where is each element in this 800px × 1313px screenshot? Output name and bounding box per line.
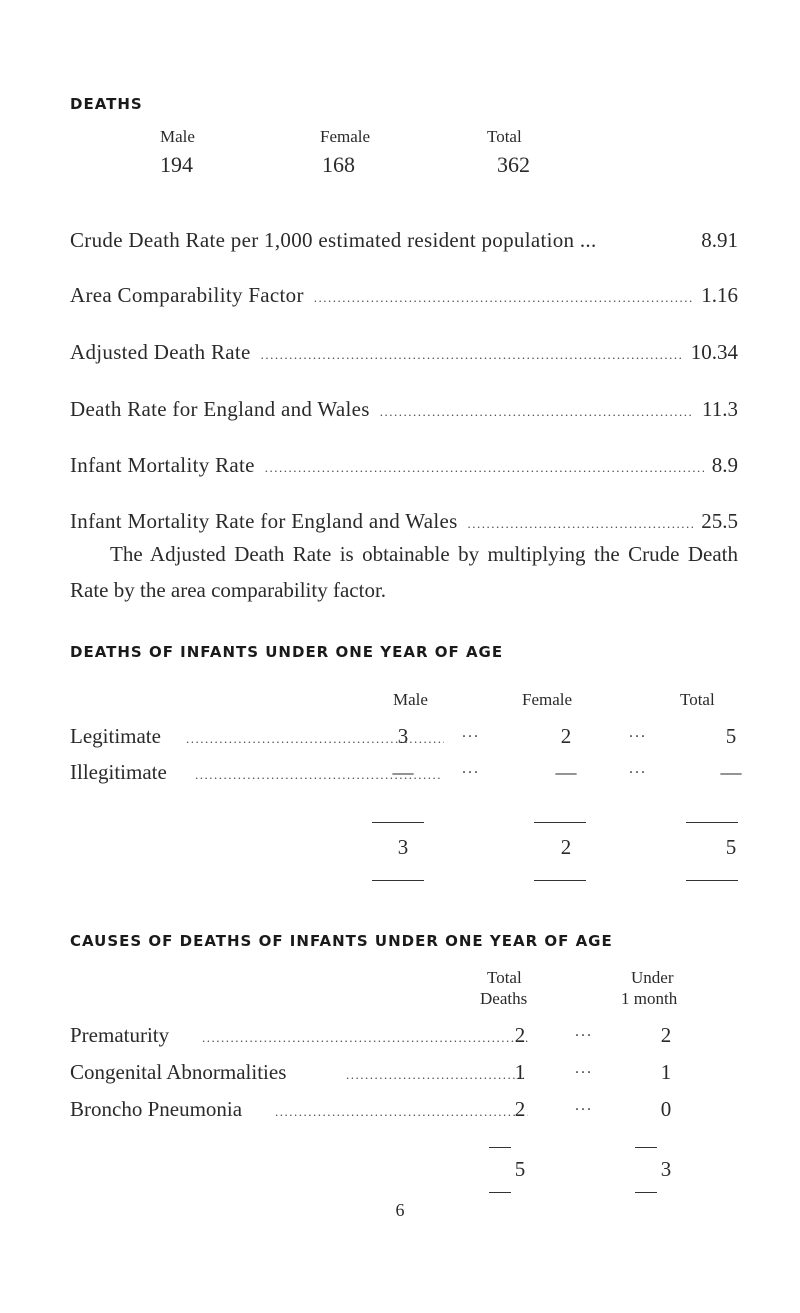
- rate-label: Area Comparability Factor: [70, 283, 304, 307]
- deaths-header-male: Male: [160, 127, 195, 146]
- causes-header-deaths: Deaths: [480, 989, 528, 1008]
- prematurity-row: [70, 1023, 738, 1053]
- separator: ...: [575, 1097, 593, 1114]
- row-label: Illegitimate: [70, 760, 167, 784]
- cause-label: Prematurity: [70, 1023, 170, 1047]
- causes-header-under: Under: [631, 968, 674, 987]
- causes-total-rule-top: [489, 1147, 511, 1148]
- rate-label: Infant Mortality Rate for England and Wales: [70, 509, 458, 533]
- infant-header-male: Male: [393, 690, 428, 709]
- causes-total-sum: 5: [514, 1157, 526, 1181]
- causes-under-rule-top: [635, 1147, 657, 1148]
- infant-deaths-heading: DEATHS OF INFANTS UNDER ONE YEAR OF AGE: [70, 643, 504, 661]
- causes-under-sum: 3: [660, 1157, 672, 1181]
- male-sum-rule-top: [372, 822, 424, 823]
- leader-dots: [202, 1023, 528, 1053]
- female-cell: —: [555, 760, 577, 784]
- page-number: 6: [395, 1200, 405, 1220]
- area-comparability-row: [70, 283, 738, 313]
- under-month-cell: 2: [660, 1023, 672, 1047]
- rate-label: Death Rate for England and Wales: [70, 397, 370, 421]
- infant-header-female: Female: [522, 690, 573, 709]
- male-total: 3: [397, 835, 409, 859]
- female-sum-rule-top: [534, 822, 586, 823]
- rate-value: 25.5: [701, 509, 738, 533]
- cause-label: Broncho Pneumonia: [70, 1097, 243, 1121]
- rate-value: 8.9: [711, 453, 738, 477]
- causes-totals-row: [70, 1157, 738, 1187]
- crude-death-rate-row: [70, 228, 738, 258]
- male-cell: —: [392, 760, 414, 784]
- deaths-female-value: 168: [322, 152, 355, 177]
- rate-value: 8.91: [701, 228, 738, 252]
- separator: ...: [575, 1023, 593, 1040]
- total-deaths-cell: 2: [514, 1097, 526, 1121]
- leader-dots: [468, 516, 694, 532]
- congenital-abnormalities-row: [70, 1060, 738, 1090]
- leader-dots: [346, 1060, 526, 1090]
- separator: ...: [629, 760, 647, 777]
- total-deaths-cell: 2: [514, 1023, 526, 1047]
- female-total: 2: [560, 835, 572, 859]
- cause-label: Congenital Abnormalities: [70, 1060, 287, 1084]
- infant-mortality-row: [70, 453, 738, 483]
- deaths-male-value: 194: [160, 152, 193, 177]
- total-deaths-cell: 1: [514, 1060, 526, 1084]
- female-cell: 2: [560, 724, 572, 748]
- illegitimate-row: [70, 760, 742, 790]
- male-sum-rule-bottom: [372, 880, 424, 881]
- rate-value: 1.16: [701, 283, 738, 307]
- female-sum-rule-bottom: [534, 880, 586, 881]
- row-label: Legitimate: [70, 724, 161, 748]
- causes-total-rule-bottom: [489, 1192, 511, 1193]
- broncho-pneumonia-row: [70, 1097, 738, 1127]
- deaths-total-value: 362: [497, 152, 530, 177]
- total-sum-rule-bottom: [686, 880, 738, 881]
- under-month-cell: 1: [660, 1060, 672, 1084]
- leader-dots: [314, 290, 693, 306]
- leader-dots: [261, 347, 683, 363]
- infant-header-total: Total: [680, 690, 715, 709]
- adjusted-death-rate-row: [70, 340, 738, 370]
- separator: ...: [462, 724, 480, 741]
- deaths-header-female: Female: [320, 127, 371, 146]
- separator: ...: [575, 1060, 593, 1077]
- rate-label: Adjusted Death Rate: [70, 340, 251, 364]
- deaths-header-total: Total: [487, 127, 522, 146]
- rate-value: 10.34: [690, 340, 738, 364]
- infant-totals-row: [70, 835, 738, 865]
- leader-dots: [275, 1097, 528, 1127]
- causes-header-total: Total: [487, 968, 522, 987]
- causes-under-rule-bottom: [635, 1192, 657, 1193]
- separator: ...: [462, 760, 480, 777]
- total-cell: —: [720, 760, 742, 784]
- rate-value: 11.3: [702, 397, 738, 421]
- male-cell: 3: [397, 724, 409, 748]
- grand-total: 5: [725, 835, 737, 859]
- deaths-heading: DEATHS: [70, 95, 143, 113]
- rate-label: Crude Death Rate per 1,000 estimated resident population ...: [70, 228, 597, 252]
- rate-label: Infant Mortality Rate: [70, 453, 255, 477]
- legitimate-row: [70, 724, 738, 754]
- england-wales-death-rate-row: [70, 397, 738, 427]
- causes-heading: CAUSES OF DEATHS OF INFANTS UNDER ONE YEAR OF AGE: [70, 932, 613, 950]
- england-wales-infant-mortality-row: [70, 509, 738, 539]
- total-sum-rule-top: [686, 822, 738, 823]
- separator: ...: [629, 724, 647, 741]
- leader-dots: [265, 460, 704, 476]
- under-month-cell: 0: [660, 1097, 672, 1121]
- leader-dots: [380, 404, 694, 420]
- adjusted-rate-note: The Adjusted Death Rate is obtainable by multiplying the Crude Death Rate by the area comparability factor.: [70, 542, 738, 602]
- causes-header-month: 1 month: [621, 989, 678, 1008]
- total-cell: 5: [725, 724, 737, 748]
